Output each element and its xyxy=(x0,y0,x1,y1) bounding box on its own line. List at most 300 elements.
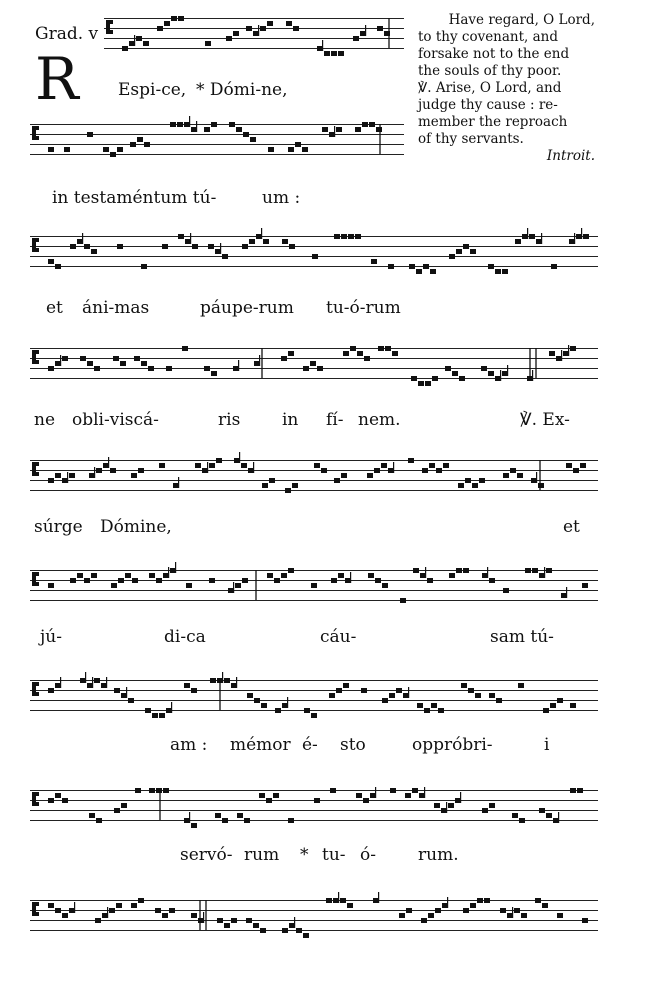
neume-note xyxy=(211,371,217,376)
neume-stem xyxy=(85,672,86,683)
neume-note xyxy=(48,366,54,371)
lyric-line-5 xyxy=(0,517,656,541)
lyric-syllable: * xyxy=(300,845,309,865)
neume-stem xyxy=(507,365,508,376)
neume-note xyxy=(110,468,116,473)
clef-mark xyxy=(35,350,39,354)
neume-stem xyxy=(338,892,339,903)
neume-note xyxy=(69,473,75,478)
neume-note xyxy=(482,808,488,813)
neume-note xyxy=(159,463,165,468)
neume-note xyxy=(445,366,451,371)
neume-note xyxy=(535,898,541,903)
neume-note xyxy=(125,573,131,578)
neume-stem xyxy=(60,677,61,688)
neume-note xyxy=(145,708,151,713)
neume-note xyxy=(405,793,411,798)
neume-note xyxy=(296,928,302,933)
neume-note xyxy=(236,127,242,132)
translation-line: to thy covenant, and xyxy=(418,29,559,45)
neume-note xyxy=(538,483,544,488)
neume-stem xyxy=(175,562,176,573)
neume-stem xyxy=(196,121,197,132)
neume-note xyxy=(314,463,320,468)
neume-note xyxy=(155,908,161,913)
neume-note xyxy=(408,458,414,463)
neume-note xyxy=(156,788,162,793)
translation-block xyxy=(418,12,595,165)
neume-note xyxy=(532,568,538,573)
neume-note xyxy=(80,356,86,361)
neume-note xyxy=(347,903,353,908)
lyric-syllable: i xyxy=(544,735,550,755)
neume-stem xyxy=(171,702,172,713)
neume-stem xyxy=(487,567,488,578)
neume-stem xyxy=(190,233,191,244)
neume-note xyxy=(48,688,54,693)
neume-stem xyxy=(287,697,288,708)
neume-note xyxy=(259,793,265,798)
neume-note xyxy=(573,468,579,473)
neume-note xyxy=(170,122,176,127)
neume-note xyxy=(216,458,222,463)
neume-note xyxy=(304,708,310,713)
neume-note xyxy=(191,913,197,918)
neume-note xyxy=(449,573,455,578)
neume-stem xyxy=(512,907,513,918)
neume-note xyxy=(566,463,572,468)
lyric-syllable: páupe-rum xyxy=(200,298,294,318)
neume-note xyxy=(64,147,70,152)
neume-note xyxy=(434,803,440,808)
neume-note xyxy=(178,16,184,21)
neume-note xyxy=(149,788,155,793)
neume-note xyxy=(55,793,61,798)
neume-note xyxy=(326,898,332,903)
neume-note xyxy=(77,573,83,578)
neume-note xyxy=(425,381,431,386)
music-staff-1 xyxy=(104,10,404,70)
neume-note xyxy=(479,478,485,483)
neume-note xyxy=(136,36,142,41)
neume-note xyxy=(229,122,235,127)
neume-note xyxy=(470,249,476,254)
neume-note xyxy=(348,234,354,239)
neume-note xyxy=(84,578,90,583)
neume-stem xyxy=(322,40,323,51)
neume-note xyxy=(163,788,169,793)
neume-note xyxy=(382,583,388,588)
neume-stem xyxy=(365,25,366,36)
neume-note xyxy=(266,798,272,803)
clef-mark xyxy=(35,912,39,916)
lyric-syllable: et xyxy=(46,298,63,318)
neume-stem xyxy=(350,572,351,583)
neume-stem xyxy=(134,35,135,46)
neume-note xyxy=(314,798,320,803)
initial-letter: R xyxy=(35,45,79,113)
neume-note xyxy=(169,908,175,913)
neume-note xyxy=(116,903,122,908)
neume-note xyxy=(141,264,147,269)
neume-note xyxy=(413,568,419,573)
neume-note xyxy=(343,683,349,688)
neume-note xyxy=(138,468,144,473)
neume-note xyxy=(389,693,395,698)
lyric-syllable: jú- xyxy=(40,627,62,647)
neume-note xyxy=(519,818,525,823)
neume-note xyxy=(514,908,520,913)
neume-note xyxy=(463,908,469,913)
lyric-syllable: tu- xyxy=(322,845,346,865)
music-staff-9 xyxy=(30,892,598,940)
neume-note xyxy=(263,239,269,244)
clef-mark xyxy=(35,360,39,364)
neume-note xyxy=(496,698,502,703)
neume-note xyxy=(164,21,170,26)
neume-note xyxy=(95,918,101,923)
neume-note xyxy=(385,346,391,351)
neume-note xyxy=(289,244,295,249)
neume-note xyxy=(62,798,68,803)
neume-note xyxy=(356,793,362,798)
neume-note xyxy=(70,244,76,249)
neume-note xyxy=(427,578,433,583)
music-staff-3 xyxy=(30,228,598,276)
neume-note xyxy=(429,463,435,468)
neume-note xyxy=(364,356,370,361)
neume-note xyxy=(246,26,252,31)
lyric-syllable: fí- xyxy=(326,410,344,430)
neume-note xyxy=(322,127,328,132)
neume-note xyxy=(465,478,471,483)
neume-note xyxy=(338,573,344,578)
clef-mark xyxy=(35,462,39,466)
neume-note xyxy=(211,122,217,127)
neume-note xyxy=(262,483,268,488)
neume-note xyxy=(422,468,428,473)
neume-note xyxy=(428,913,434,918)
neume-note xyxy=(468,688,474,693)
neume-note xyxy=(409,264,415,269)
music-staff-2 xyxy=(30,116,404,166)
neume-note xyxy=(131,473,137,478)
neume-note xyxy=(138,898,144,903)
neume-note xyxy=(500,908,506,913)
neume-note xyxy=(489,578,495,583)
neume-note xyxy=(103,147,109,152)
neume-stem xyxy=(94,467,95,478)
clef-mark xyxy=(35,692,39,696)
neume-note xyxy=(390,788,396,793)
neume-note xyxy=(368,573,374,578)
neume-note xyxy=(114,808,120,813)
neume-note xyxy=(334,234,340,239)
neume-note xyxy=(195,463,201,468)
neume-stem xyxy=(527,228,528,239)
neume-note xyxy=(250,137,256,142)
neume-note xyxy=(378,346,384,351)
neume-note xyxy=(512,813,518,818)
neume-note xyxy=(113,356,119,361)
neume-stem xyxy=(203,912,204,923)
neume-note xyxy=(87,132,93,137)
neume-stem xyxy=(253,462,254,473)
neume-note xyxy=(281,573,287,578)
neume-note xyxy=(96,468,102,473)
music-staff-6 xyxy=(30,562,598,610)
neume-note xyxy=(246,918,252,923)
neume-stem xyxy=(393,462,394,473)
translation-line: Have regard, O Lord, xyxy=(448,12,595,28)
neume-note xyxy=(237,813,243,818)
translation-source: Introit. xyxy=(546,148,595,164)
neume-note xyxy=(89,813,95,818)
neume-note xyxy=(435,908,441,913)
neume-stem xyxy=(178,477,179,488)
neume-note xyxy=(463,568,469,573)
neume-note xyxy=(580,463,586,468)
neume-note xyxy=(247,693,253,698)
neume-note xyxy=(416,269,422,274)
neume-stem xyxy=(168,567,169,578)
neume-note xyxy=(489,693,495,698)
neume-note xyxy=(412,788,418,793)
neume-stem xyxy=(536,472,537,483)
neume-note xyxy=(452,371,458,376)
neume-note xyxy=(369,122,375,127)
neume-note xyxy=(376,127,382,132)
neume-note xyxy=(392,351,398,356)
neume-note xyxy=(456,568,462,573)
lyric-syllable: obli-viscá- xyxy=(72,410,159,430)
neume-note xyxy=(162,913,168,918)
neume-note xyxy=(286,21,292,26)
neume-note xyxy=(336,127,342,132)
clef-mark xyxy=(35,238,39,242)
neume-note xyxy=(121,803,127,808)
neume-note xyxy=(222,818,228,823)
neume-note xyxy=(254,698,260,703)
lyric-syllable: oppróbri- xyxy=(412,735,493,755)
neume-note xyxy=(84,244,90,249)
lyric-syllable: in xyxy=(282,410,299,430)
neume-note xyxy=(141,361,147,366)
neume-note xyxy=(396,688,402,693)
neume-note xyxy=(131,903,137,908)
neume-note xyxy=(249,239,255,244)
neume-note xyxy=(521,913,527,918)
neume-note xyxy=(149,573,155,578)
neume-note xyxy=(261,703,267,708)
neume-note xyxy=(377,26,383,31)
neume-note xyxy=(114,688,120,693)
neume-note xyxy=(48,583,54,588)
neume-stem xyxy=(107,907,108,918)
neume-stem xyxy=(67,472,68,483)
neume-note xyxy=(235,583,241,588)
neume-note xyxy=(91,249,97,254)
neume-stem xyxy=(294,917,295,928)
neume-stem xyxy=(239,452,240,463)
neume-stem xyxy=(375,787,376,798)
neume-note xyxy=(48,903,54,908)
neume-note xyxy=(382,698,388,703)
lyric-syllable: é- xyxy=(302,735,318,755)
neume-note xyxy=(184,683,190,688)
neume-note xyxy=(122,46,128,51)
neume-note xyxy=(144,142,150,147)
neume-note xyxy=(463,244,469,249)
neume-note xyxy=(191,823,197,828)
clef-mark xyxy=(109,30,113,34)
neume-note xyxy=(542,903,548,908)
neume-note xyxy=(282,928,288,933)
neume-note xyxy=(355,127,361,132)
lyric-syllable: nem. xyxy=(358,410,401,430)
lyric-line-2 xyxy=(0,188,656,212)
neume-note xyxy=(267,573,273,578)
neume-note xyxy=(182,346,188,351)
neume-stem xyxy=(207,462,208,473)
neume-stem xyxy=(334,126,335,137)
neume-stem xyxy=(574,233,575,244)
neume-note xyxy=(94,678,100,683)
neume-note xyxy=(94,366,100,371)
neume-note xyxy=(503,473,509,478)
neume-note xyxy=(338,51,344,56)
neume-note xyxy=(274,578,280,583)
neume-note xyxy=(311,713,317,718)
neume-note xyxy=(488,264,494,269)
neume-note xyxy=(510,468,516,473)
neume-note xyxy=(260,928,266,933)
lyric-syllable: et xyxy=(563,517,580,537)
neume-note xyxy=(295,142,301,147)
neume-stem xyxy=(447,897,448,908)
lyric-syllable: cáu- xyxy=(320,627,357,647)
neume-note xyxy=(209,463,215,468)
neume-note xyxy=(336,688,342,693)
neume-note xyxy=(448,803,454,808)
neume-note xyxy=(62,356,68,361)
neume-note xyxy=(148,366,154,371)
neume-note xyxy=(529,234,535,239)
lyric-syllable: rum xyxy=(244,845,280,865)
neume-note xyxy=(475,693,481,698)
neume-note xyxy=(260,26,266,31)
neume-note xyxy=(137,137,143,142)
neume-note xyxy=(459,376,465,381)
lyric-syllable: súrge xyxy=(34,517,83,537)
neume-note xyxy=(411,376,417,381)
neume-note xyxy=(120,361,126,366)
music-staff-5 xyxy=(30,452,598,508)
neume-note xyxy=(502,269,508,274)
translation-line: the souls of thy poor. xyxy=(418,63,562,79)
neume-note xyxy=(62,913,68,918)
music-staff-4 xyxy=(30,340,598,388)
lyric-line-8 xyxy=(0,845,656,869)
neume-note xyxy=(431,703,437,708)
neume-stem xyxy=(258,25,259,36)
neume-stem xyxy=(74,902,75,913)
neume-note xyxy=(503,588,509,593)
neume-note xyxy=(312,254,318,259)
neume-note xyxy=(362,122,368,127)
neume-note xyxy=(570,703,576,708)
neume-note xyxy=(357,351,363,356)
neume-note xyxy=(288,351,294,356)
neume-note xyxy=(293,26,299,31)
neume-note xyxy=(204,127,210,132)
neume-note xyxy=(399,913,405,918)
lyric-syllable: tu-ó-rum xyxy=(326,298,401,318)
neume-note xyxy=(539,808,545,813)
neume-stem xyxy=(238,360,239,371)
neume-note xyxy=(210,678,216,683)
neume-note xyxy=(96,818,102,823)
neume-stem xyxy=(446,802,447,813)
neume-stem xyxy=(460,792,461,803)
neume-note xyxy=(209,578,215,583)
neume-note xyxy=(171,16,177,21)
neume-note xyxy=(456,249,462,254)
neume-stem xyxy=(568,345,569,356)
lyric-syllable: am : xyxy=(170,735,208,755)
neume-stem xyxy=(222,672,223,683)
lyric-syllable: sto xyxy=(340,735,366,755)
clef-mark xyxy=(35,572,39,576)
neume-note xyxy=(70,578,76,583)
neume-stem xyxy=(566,587,567,598)
clef-mark xyxy=(35,902,39,906)
neume-note xyxy=(303,366,309,371)
neume-stem xyxy=(82,233,83,244)
neume-note xyxy=(288,818,294,823)
neume-note xyxy=(55,473,61,478)
neume-note xyxy=(311,583,317,588)
lyric-syllable: mémor xyxy=(230,735,291,755)
neume-note xyxy=(128,698,134,703)
neume-note xyxy=(436,468,442,473)
neume-note xyxy=(484,898,490,903)
neume-stem xyxy=(259,355,260,366)
neume-note xyxy=(243,132,249,137)
neume-stem xyxy=(544,567,545,578)
neume-note xyxy=(166,366,172,371)
neume-note xyxy=(458,483,464,488)
neume-stem xyxy=(126,687,127,698)
neume-note xyxy=(517,473,523,478)
neume-note xyxy=(470,903,476,908)
neume-note xyxy=(350,346,356,351)
neume-note xyxy=(275,708,281,713)
translation-line: ℣. Arise, O Lord, and xyxy=(418,80,562,96)
neume-note xyxy=(321,468,327,473)
neume-note xyxy=(143,41,149,46)
neume-note xyxy=(217,918,223,923)
neume-stem xyxy=(408,687,409,698)
neume-note xyxy=(546,813,552,818)
neume-note xyxy=(367,473,373,478)
neume-note xyxy=(432,376,438,381)
lyric-syllable: ne xyxy=(34,410,56,430)
neume-note xyxy=(135,788,141,793)
neume-note xyxy=(159,713,165,718)
clef-mark xyxy=(35,248,39,252)
neume-note xyxy=(130,142,136,147)
